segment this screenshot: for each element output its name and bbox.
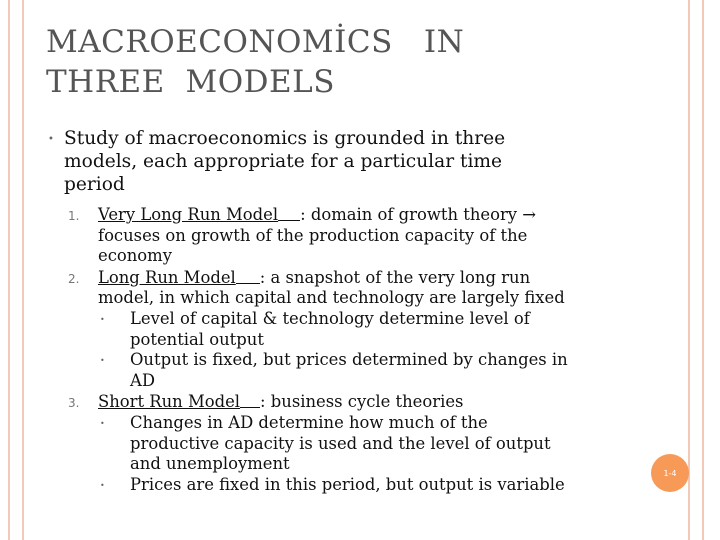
model-item-1 [68, 204, 578, 267]
model-description: : domain of growth theory → focuses on growth of the production capacity of the economy [98, 205, 536, 266]
sub-item-text: Prices are fixed in this period, but output is variable [130, 474, 565, 494]
model-description: : a snapshot of the very long run model, in which capital and technology are largely fixed [98, 267, 565, 308]
sub-item [98, 309, 578, 350]
slide-number: 1-4 [663, 468, 677, 478]
slide-number-badge [651, 454, 689, 492]
title-line-1: MACROECONOMİCS IN [46, 24, 465, 60]
sub-item [98, 475, 578, 496]
intro-text: Study of macroeconomics is grounded in three models, each appropriate for a particular time period [64, 128, 506, 195]
bullet-icon: • [100, 418, 105, 428]
model-item-3 [68, 391, 578, 495]
model-name: Short Run Model [98, 392, 241, 412]
left-frame-decoration [8, 0, 24, 540]
sub-item-text: Output is fixed, but prices determined by changes in AD [130, 350, 568, 390]
item-number: 2. [68, 271, 80, 286]
bullet-icon: • [48, 134, 54, 145]
models-list [68, 204, 578, 495]
model-item-2 [68, 267, 578, 392]
bullet-icon: • [100, 480, 105, 490]
item-number: 1. [68, 209, 80, 223]
model-name: Very Long Run Model [98, 205, 279, 224]
model-description: : business cycle theories [260, 392, 464, 412]
right-frame-decoration [688, 0, 704, 540]
item-number: 3. [68, 396, 80, 411]
model-name: Long Run Model [98, 267, 236, 287]
bullet-icon: • [100, 356, 105, 366]
sub-item [98, 350, 578, 391]
sub-item-text: Changes in AD determine how much of the productive capacity is used and the level of output and unemployment [130, 412, 551, 474]
sub-item-text: Level of capital & technology determine level of potential output [130, 308, 530, 349]
title-line-2: THREE MODELS [46, 64, 335, 100]
bullet-icon: • [100, 314, 105, 324]
sub-item [98, 413, 578, 475]
slide-title [46, 22, 606, 102]
